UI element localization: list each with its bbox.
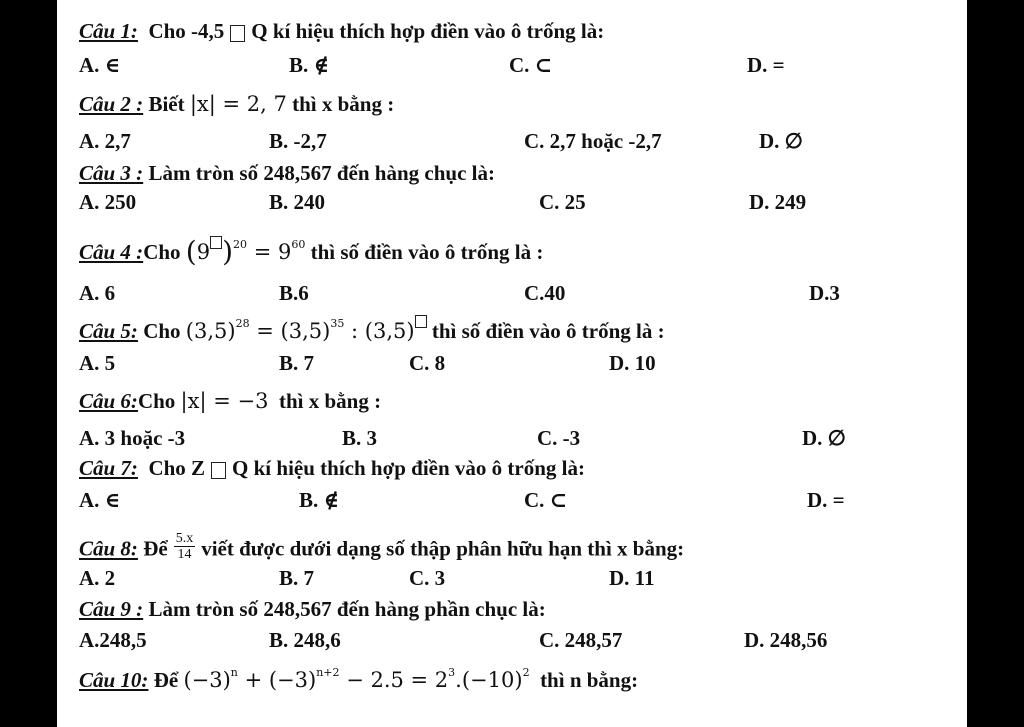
question-10 <box>79 666 639 692</box>
option-a: A. 5 <box>79 351 116 375</box>
question-text: Q kí hiệu thích hợp điền vào ô trống là: <box>232 456 585 480</box>
question-text: viết được dưới dạng số thập phân hữu hạn thì x bằng: <box>201 536 685 561</box>
option-a: A. 6 <box>79 281 116 305</box>
question-label: Câu 7: <box>79 456 138 480</box>
option-a: A. ∈ <box>79 488 121 512</box>
math-expression: (9 )$^{20} = 9^{60}$ <box>185 235 306 268</box>
question-text: Để <box>153 668 179 692</box>
question-3 <box>79 163 495 184</box>
math-expression: |x| = 2, 7 <box>189 92 287 116</box>
option-a: A.248,5 <box>79 628 147 652</box>
option-a: A. 250 <box>79 190 137 214</box>
option-d: D. = <box>807 488 845 512</box>
question-text: Q kí hiệu thích hợp điền vào ô trống là: <box>251 19 605 43</box>
question-label: Câu 10: <box>79 668 149 692</box>
blank-box <box>230 25 245 42</box>
question-text: thì số điền vào ô trống là : <box>310 240 544 264</box>
question-text: Cho <box>143 319 181 343</box>
option-c: C. 25 <box>539 190 586 214</box>
option-c: C. 8 <box>409 351 446 375</box>
question-text: thì x bằng : <box>278 389 382 413</box>
option-d: D.3 <box>809 281 840 305</box>
option-c: C. ⊂ <box>509 53 553 77</box>
option-a: A. 2 <box>79 566 116 590</box>
question-label: Câu 4 : <box>79 240 144 264</box>
option-d: D. = <box>747 53 785 77</box>
option-c: C. -3 <box>537 426 581 450</box>
option-d: D. ∅ <box>802 426 846 450</box>
question-2 <box>79 94 394 115</box>
question-6 <box>79 391 381 412</box>
option-c: C. ⊂ <box>524 488 568 512</box>
question-label: Câu 1: <box>79 19 138 43</box>
option-b: B. ∉ <box>299 488 340 512</box>
question-label: Câu 3 : <box>79 161 144 185</box>
option-b: B.6 <box>279 281 309 305</box>
question-text: Cho <box>143 240 181 264</box>
question-label: Câu 5: <box>79 319 138 343</box>
option-b: B. 240 <box>269 190 326 214</box>
question-text: thì số điền vào ô trống là : <box>431 319 665 343</box>
option-c: C.40 <box>524 281 566 305</box>
question-text: Làm tròn số 248,567 đến hàng chục là: <box>148 161 495 185</box>
question-5 <box>79 317 665 343</box>
option-b: B. 7 <box>279 566 315 590</box>
option-d: D. 11 <box>609 566 655 590</box>
question-text: Cho Z <box>148 456 206 480</box>
option-d: D. 248,56 <box>744 628 828 652</box>
option-d: D. 10 <box>609 351 656 375</box>
question-text: thì n bằng: <box>540 668 639 692</box>
question-text: Cho <box>137 389 176 413</box>
question-7 <box>79 458 585 479</box>
worksheet-page <box>57 0 967 727</box>
question-label: Câu 2 : <box>79 92 144 116</box>
option-d: D. 249 <box>749 190 807 214</box>
option-a: A. 2,7 <box>79 129 131 153</box>
fraction: $\frac{5.x}{14}$ <box>175 531 194 563</box>
math-expression: $(-3)^n + (-3)^{n+2} - 2.5 = 2^3.(-10)^2$ <box>183 666 530 692</box>
question-text: Để <box>143 536 168 561</box>
question-1 <box>79 21 604 42</box>
option-b: B. 3 <box>342 426 378 450</box>
math-expression: |x| = −3 <box>180 389 269 413</box>
math-expression: $(3,5)^{28} = (3,5)^{35}$ : (3,5) <box>186 319 427 343</box>
question-text: Làm tròn số 248,567 đến hàng phần chục là: <box>148 597 546 621</box>
question-label: Câu 9 : <box>79 597 144 621</box>
question-text: Cho -4,5 <box>148 19 225 43</box>
option-b: B. 248,6 <box>269 628 341 652</box>
option-b: B. -2,7 <box>269 129 327 153</box>
question-text: Biết <box>148 92 185 116</box>
option-d: D. ∅ <box>759 129 803 153</box>
question-text: thì x bằng : <box>292 92 395 116</box>
question-8 <box>79 531 685 567</box>
option-b: B. ∉ <box>289 53 330 77</box>
option-a: A. ∈ <box>79 53 121 77</box>
option-a: A. 3 hoặc -3 <box>79 426 186 450</box>
option-c: C. 3 <box>409 566 446 590</box>
question-4 <box>79 235 544 268</box>
blank-box <box>211 462 226 479</box>
question-9 <box>79 599 546 620</box>
question-label: Câu 8: <box>79 536 138 561</box>
question-label: Câu 6: <box>79 389 138 413</box>
option-b: B. 7 <box>279 351 315 375</box>
option-c: C. 248,57 <box>539 628 623 652</box>
option-c: C. 2,7 hoặc -2,7 <box>524 129 662 153</box>
